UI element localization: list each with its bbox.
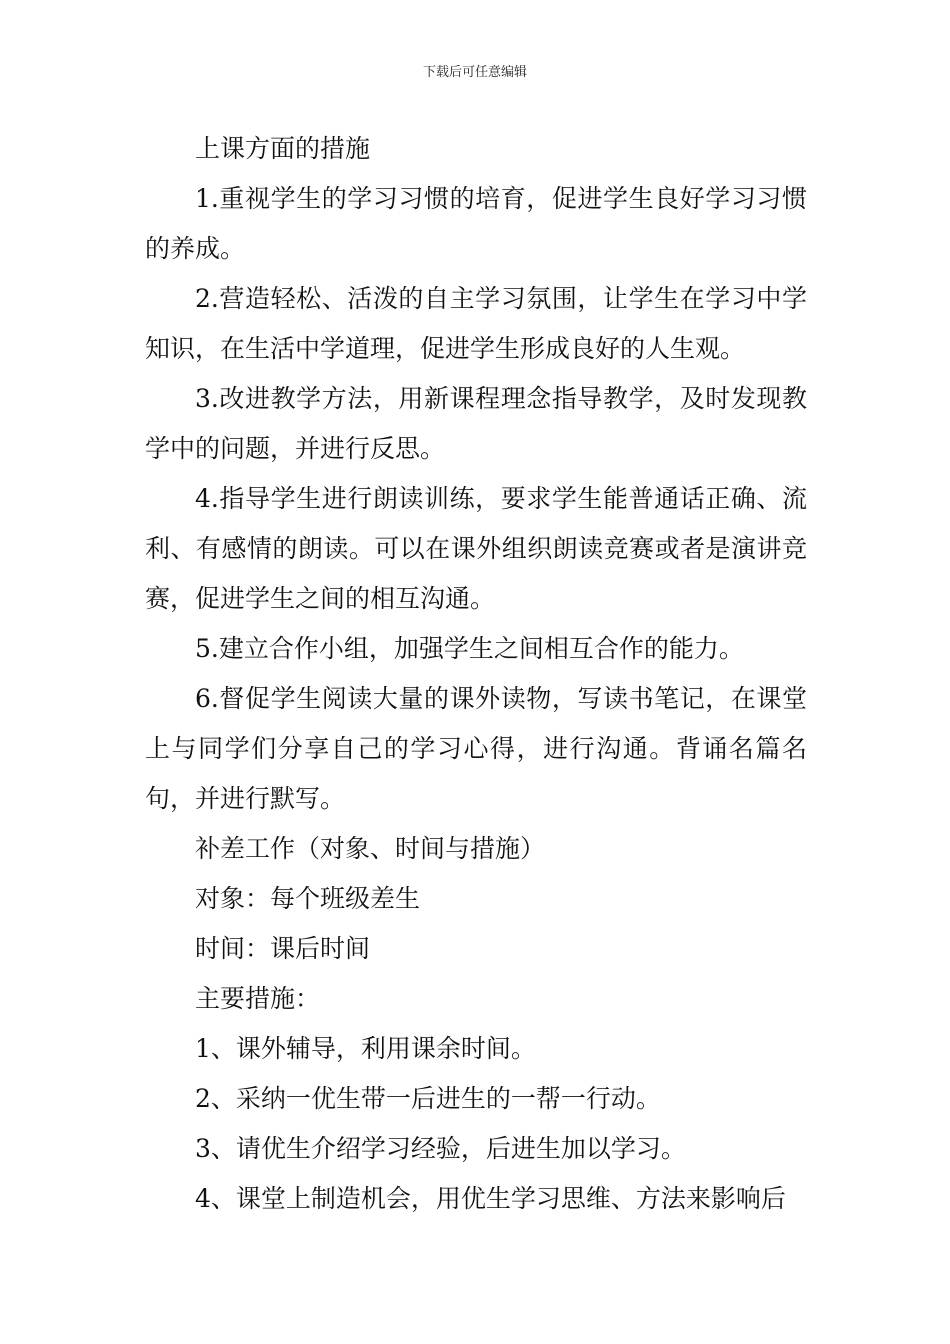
document-body bbox=[145, 124, 807, 1224]
paragraph-measure-3: 3.改进教学方法，用新课程理念指导教学，及时发现教学中的问题，并进行反思。 bbox=[145, 384, 807, 463]
list-item-remedial-3: 3、请优生介绍学习经验，后进生加以学习。 bbox=[195, 1134, 686, 1163]
paragraph-target: 对象：每个班级差生 bbox=[195, 884, 421, 913]
paragraph-measure-5: 5.建立合作小组，加强学生之间相互合作的能力。 bbox=[195, 634, 744, 663]
paragraph-main-measures: 主要措施： bbox=[195, 984, 321, 1013]
paragraph-measure-1: 1.重视学生的学习习惯的培育，促进学生良好学习习惯的养成。 bbox=[145, 184, 807, 263]
paragraph-measure-6: 6.督促学生阅读大量的课外读物，写读书笔记，在课堂上与同学们分享自己的学习心得，进行沟通。背诵名篇名句，并进行默写。 bbox=[145, 684, 807, 813]
paragraph-measure-4: 4.指导学生进行朗读训练，要求学生能普通话正确、流利、有感情的朗读。可以在课外组织朗读竞赛或者是演讲竞赛，促进学生之间的相互沟通。 bbox=[145, 484, 807, 613]
list-item-remedial-2: 2、采纳一优生带一后进生的一帮一行动。 bbox=[195, 1084, 661, 1113]
list-item-remedial-4: 4、课堂上制造机会，用优生学习思维、方法来影响后 bbox=[195, 1184, 786, 1213]
list-item-remedial-1: 1、课外辅导，利用课余时间。 bbox=[195, 1034, 536, 1063]
paragraph-measure-2: 2.营造轻松、活泼的自主学习氛围，让学生在学习中学知识，在生活中学道理，促进学生形成良好的人生观。 bbox=[145, 284, 807, 363]
section-heading-class-measures: 上课方面的措施 bbox=[195, 134, 371, 163]
paragraph-time: 时间：课后时间 bbox=[195, 934, 371, 963]
page-header-note: 下载后可任意编辑 bbox=[422, 65, 527, 80]
section-heading-remedial-work: 补差工作（对象、时间与措施） bbox=[195, 834, 546, 863]
